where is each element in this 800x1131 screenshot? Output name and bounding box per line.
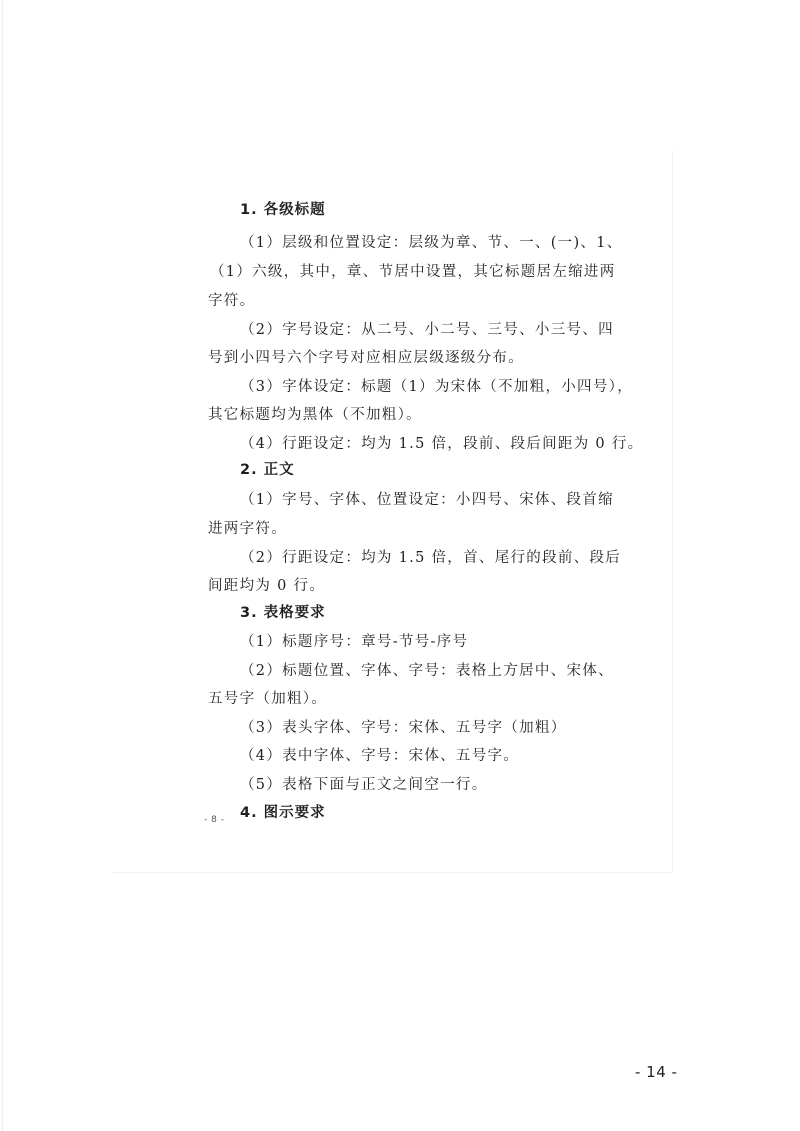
section-heading: 1. 各级标题	[240, 202, 326, 218]
section-heading: 4. 图示要求	[240, 805, 326, 821]
paragraph-line: （2）行距设定：均为 1.5 倍，首、尾行的段前、段后	[240, 550, 622, 566]
paragraph-line: （2）标题位置、字体、字号：表格上方居中、宋体、	[240, 663, 614, 679]
paragraph-line: 字符。	[208, 293, 256, 309]
section-heading: 3. 表格要求	[240, 605, 326, 621]
paragraph-line: （4）行距设定：均为 1.5 倍，段前、段后间距为 0 行。	[240, 436, 644, 452]
paragraph-line: （3）字体设定：标题（1）为宋体（不加粗，小四号），	[240, 379, 633, 395]
scan-edge	[2, 0, 3, 1131]
paragraph-line: 号到小四号六个字号对应相应层级逐级分布。	[208, 350, 524, 366]
paragraph-line: 间距均为 0 行。	[208, 578, 326, 594]
inner-page-number: - 8 -	[204, 815, 225, 825]
paragraph-line: （1）层级和位置设定：层级为章、节、一、(一)、1、	[240, 235, 623, 251]
paragraph-line: （2）字号设定：从二号、小二号、三号、小三号、四	[240, 322, 614, 338]
paragraph-line: 五号字（加粗）。	[208, 691, 328, 707]
section-heading: 2. 正文	[240, 462, 295, 478]
paragraph-line: 进两字符。	[208, 521, 287, 537]
paragraph-line: （3）表头字体、字号：宋体、五号字（加粗）	[240, 720, 567, 736]
paragraph-line: （5）表格下面与正文之间空一行。	[240, 777, 488, 793]
paragraph-line: （4）表中字体、字号：宋体、五号字。	[240, 748, 520, 764]
page-number: - 14 -	[635, 1063, 678, 1081]
paragraph-line: （1）六级，其中，章、节居中设置，其它标题居左缩进两	[210, 264, 616, 280]
paragraph-line: （1）字号、字体、位置设定：小四号、宋体、段首缩	[240, 492, 614, 508]
paragraph-line: （1）标题序号：章号-节号-序号	[240, 634, 469, 650]
paragraph-line: 其它标题均为黑体（不加粗）。	[208, 407, 422, 423]
